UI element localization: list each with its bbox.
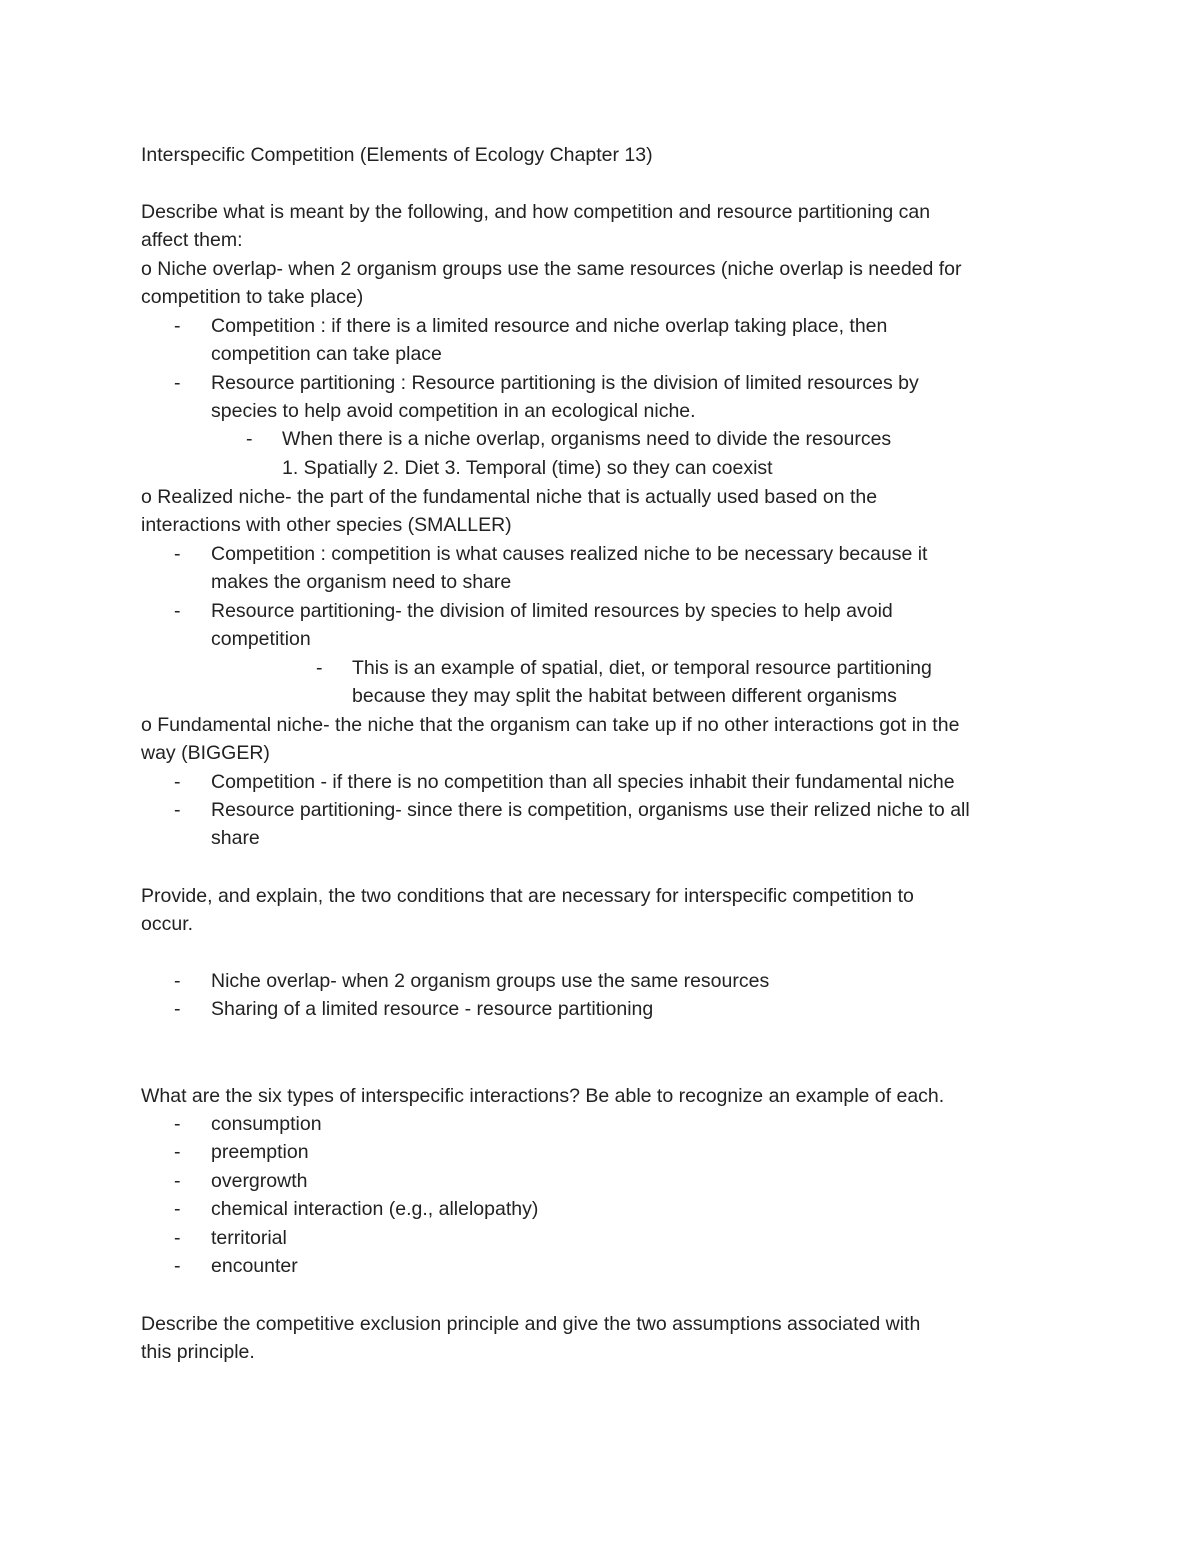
q4-prompt-line-1: Describe the competitive exclusion principle and give the two assumptions associated with bbox=[141, 1313, 921, 1335]
realized-niche-sub-1: This is an example of spatial, diet, or temporal resource partitioning bbox=[352, 657, 932, 679]
bullet-dash: - bbox=[174, 1198, 181, 1220]
bullet-dash: - bbox=[174, 1113, 181, 1135]
niche-overlap-heading-1: o Niche overlap- when 2 organism groups use the same resources (niche overlap is needed for bbox=[141, 258, 962, 280]
q2-answer-2: Sharing of a limited resource - resource partitioning bbox=[211, 998, 654, 1020]
niche-overlap-sub-1: When there is a niche overlap, organisms need to divide the resources bbox=[282, 428, 892, 450]
realized-niche-partitioning-1: Resource partitioning- the division of limited resources by species to help avoid bbox=[211, 600, 893, 622]
q2-answer-1: Niche overlap- when 2 organism groups use the same resources bbox=[211, 970, 770, 992]
fundamental-niche-partitioning-1: Resource partitioning- since there is competition, organisms use their relized niche to all bbox=[211, 799, 970, 821]
realized-niche-competition-1: Competition : competition is what causes realized niche to be necessary because it bbox=[211, 543, 928, 565]
bullet-dash: - bbox=[174, 998, 181, 1020]
bullet-dash: - bbox=[174, 600, 181, 622]
fundamental-niche-competition-1: Competition - if there is no competition than all species inhabit their fundamental niche bbox=[211, 771, 955, 793]
niche-overlap-competition-1: Competition : if there is a limited resource and niche overlap taking place, then bbox=[211, 315, 888, 337]
fundamental-niche-heading-2: way (BIGGER) bbox=[141, 742, 270, 764]
realized-niche-competition-2: makes the organism need to share bbox=[211, 571, 512, 593]
niche-overlap-competition-2: competition can take place bbox=[211, 343, 442, 365]
niche-overlap-partitioning-1: Resource partitioning : Resource partitioning is the division of limited resources by bbox=[211, 372, 919, 394]
fundamental-niche-heading-1: o Fundamental niche- the niche that the organism can take up if no other interactions got in the bbox=[141, 714, 960, 736]
q3-answer-5: territorial bbox=[211, 1227, 287, 1249]
bullet-dash: - bbox=[174, 372, 181, 394]
q1-prompt-line-2: affect them: bbox=[141, 229, 243, 251]
fundamental-niche-partitioning-2: share bbox=[211, 827, 260, 849]
bullet-dash: - bbox=[174, 315, 181, 337]
q2-prompt-line-2: occur. bbox=[141, 913, 194, 935]
document-title: Interspecific Competition (Elements of Ecology Chapter 13) bbox=[141, 144, 653, 166]
niche-overlap-sub-2: 1. Spatially 2. Diet 3. Temporal (time) so they can coexist bbox=[282, 457, 773, 479]
q2-prompt-line-1: Provide, and explain, the two conditions that are necessary for interspecific competition to bbox=[141, 885, 914, 907]
bullet-dash: - bbox=[174, 771, 181, 793]
q3-prompt: What are the six types of interspecific interactions? Be able to recognize an example of each. bbox=[141, 1085, 945, 1107]
realized-niche-heading-1: o Realized niche- the part of the fundamental niche that is actually used based on the bbox=[141, 486, 878, 508]
niche-overlap-partitioning-2: species to help avoid competition in an ecological niche. bbox=[211, 400, 696, 422]
q3-answer-2: preemption bbox=[211, 1141, 309, 1163]
bullet-dash: - bbox=[174, 970, 181, 992]
bullet-dash: - bbox=[316, 657, 323, 679]
bullet-dash: - bbox=[174, 543, 181, 565]
realized-niche-partitioning-2: competition bbox=[211, 628, 311, 650]
q3-answer-4: chemical interaction (e.g., allelopathy) bbox=[211, 1198, 539, 1220]
q1-prompt-line-1: Describe what is meant by the following, and how competition and resource partitioning can bbox=[141, 201, 931, 223]
niche-overlap-heading-2: competition to take place) bbox=[141, 286, 364, 308]
q3-answer-3: overgrowth bbox=[211, 1170, 308, 1192]
q3-answer-1: consumption bbox=[211, 1113, 322, 1135]
q3-answer-6: encounter bbox=[211, 1255, 298, 1277]
bullet-dash: - bbox=[174, 1170, 181, 1192]
bullet-dash: - bbox=[174, 1227, 181, 1249]
bullet-dash: - bbox=[174, 799, 181, 821]
realized-niche-sub-2: because they may split the habitat between different organisms bbox=[352, 685, 897, 707]
q4-prompt-line-2: this principle. bbox=[141, 1341, 255, 1363]
bullet-dash: - bbox=[174, 1141, 181, 1163]
bullet-dash: - bbox=[174, 1255, 181, 1277]
bullet-dash: - bbox=[246, 428, 253, 450]
realized-niche-heading-2: interactions with other species (SMALLER) bbox=[141, 514, 512, 536]
